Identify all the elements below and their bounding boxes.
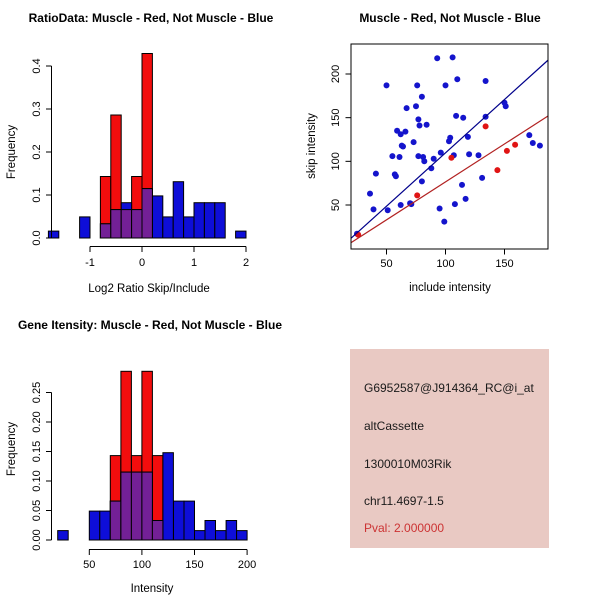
data-point-blue (419, 178, 425, 184)
ratio-histogram (6, 11, 274, 295)
x-tick-label: 150 (185, 559, 204, 571)
data-point-blue (460, 115, 466, 121)
hist-bar-blue (152, 196, 162, 238)
hist-bar-blue (184, 217, 194, 238)
y-tick-label: 0.10 (31, 470, 43, 492)
splice-type-text: altCassette (364, 419, 425, 433)
data-point-blue (437, 206, 443, 212)
chart-title: Muscle - Red, Not Muscle - Blue (359, 11, 541, 25)
data-point-blue (452, 201, 458, 207)
data-point-blue (384, 82, 390, 88)
fit-line-not-muscle (351, 60, 548, 238)
x-tick-label: 200 (237, 559, 257, 571)
hist-bar-blue (80, 217, 90, 238)
hist-bar-blue (89, 511, 100, 540)
data-point-blue (537, 143, 543, 149)
x-tick-label: -1 (85, 257, 95, 269)
data-point-blue (450, 54, 456, 60)
data-point-blue (413, 103, 419, 109)
chart-title: RatioData: Muscle - Red, Not Muscle - Blue (28, 11, 274, 25)
data-point-blue (463, 196, 469, 202)
data-point-blue (479, 175, 485, 181)
data-point-blue (371, 206, 377, 212)
hist-bar-overlap (111, 210, 121, 238)
y-tick-label: 150 (330, 108, 342, 127)
x-tick-label: 100 (436, 258, 455, 270)
plot-frame (351, 44, 548, 249)
data-point-blue (398, 131, 404, 137)
data-point-blue (411, 139, 417, 145)
y-tick-label: 0.15 (31, 440, 43, 463)
hist-bar-overlap (142, 472, 153, 540)
data-point-blue (404, 105, 410, 111)
y-tick-label: 100 (330, 152, 342, 171)
intensity-scatter (306, 11, 548, 294)
y-tick-label: 0.3 (31, 101, 43, 117)
probe-id-text: G6952587@J914364_RC@i_at (364, 381, 534, 395)
data-point-red (504, 148, 510, 154)
locus-text: chr11.4697-1.5 (364, 494, 444, 508)
y-tick-label: 0.25 (31, 381, 43, 404)
data-point-blue (454, 76, 460, 82)
data-point-red (483, 123, 489, 129)
hist-bar-blue (163, 217, 173, 238)
data-point-blue (367, 191, 373, 197)
gene-intensity-histogram (6, 318, 282, 595)
hist-bar-blue (194, 203, 204, 238)
hist-bar-blue (184, 501, 195, 540)
data-point-blue (466, 151, 472, 157)
data-point-blue (421, 158, 427, 164)
data-point-blue (434, 55, 440, 61)
x-tick-label: 50 (380, 258, 393, 270)
hist-bar-blue (100, 511, 111, 540)
x-tick-label: 0 (138, 257, 146, 269)
x-tick-label: 150 (495, 258, 514, 270)
hist-bar-blue (58, 531, 68, 540)
y-axis-title: Frequency (6, 124, 18, 180)
hist-bar-overlap (142, 189, 152, 238)
hist-bar-overlap (121, 210, 131, 238)
hist-bar-blue (204, 203, 214, 238)
data-point-blue (530, 140, 536, 146)
hist-bar-blue (237, 531, 248, 540)
data-point-blue (424, 122, 430, 128)
pval-text: Pval: 2.000000 (364, 521, 445, 535)
data-point-red (512, 142, 518, 148)
hist-bar-overlap (152, 521, 163, 541)
data-point-blue (417, 123, 423, 129)
hist-bar-overlap (132, 210, 142, 238)
x-axis-title: include intensity (409, 282, 491, 294)
y-axis-title: Frequency (6, 421, 18, 477)
data-point-red (494, 167, 500, 173)
x-tick-label: 100 (132, 559, 152, 571)
data-point-blue (441, 219, 447, 225)
chart-title: Gene Itensity: Muscle - Red, Not Muscle - Blue (17, 318, 283, 332)
x-tick-label: 50 (83, 559, 96, 571)
data-point-blue (415, 116, 421, 122)
y-tick-label: 0.1 (31, 187, 43, 203)
hist-bar-blue (216, 531, 227, 540)
data-point-blue (526, 132, 532, 138)
hist-bar-blue (195, 531, 206, 540)
data-point-blue (483, 78, 489, 84)
y-tick-label: 50 (330, 198, 342, 212)
x-axis-title: Intensity (130, 583, 174, 595)
data-point-blue (447, 135, 453, 141)
data-point-blue (393, 173, 399, 179)
x-tick-label: 1 (190, 257, 198, 269)
hist-bar-overlap (121, 472, 131, 540)
hist-bar-overlap (131, 472, 142, 540)
data-point-blue (453, 113, 459, 119)
hist-bar-blue (226, 521, 237, 541)
y-tick-label: 0.4 (31, 58, 43, 74)
hist-bar-blue (173, 182, 183, 238)
y-tick-label: 0.20 (31, 411, 43, 433)
gene-info-box (350, 349, 549, 548)
data-point-blue (373, 171, 379, 177)
hist-bar-blue (174, 501, 185, 540)
hist-bar-blue (48, 231, 58, 238)
hist-bar-blue (205, 521, 216, 541)
x-axis-title: Log2 Ratio Skip/Include (88, 283, 210, 295)
data-point-blue (476, 152, 482, 158)
hist-bar-overlap (100, 224, 110, 238)
x-tick-label: 2 (242, 257, 250, 269)
data-point-blue (389, 153, 395, 159)
data-point-blue (398, 202, 404, 208)
y-tick-label: 0.00 (31, 529, 43, 551)
data-point-blue (419, 94, 425, 100)
data-point-blue (443, 82, 449, 88)
data-point-red (414, 192, 420, 198)
y-tick-label: 0.0 (31, 230, 43, 246)
y-axis-title: skip intensity (306, 113, 318, 179)
data-point-blue (397, 154, 403, 160)
gene-symbol-text: 1300010M03Rik (364, 457, 452, 471)
data-point-blue (400, 144, 406, 150)
y-tick-label: 0.05 (31, 499, 43, 522)
data-point-blue (385, 207, 391, 213)
data-point-blue (431, 156, 437, 162)
hist-bar-blue (215, 203, 225, 238)
data-point-blue (459, 182, 465, 188)
y-tick-label: 200 (330, 64, 342, 84)
y-tick-label: 0.2 (31, 144, 43, 160)
data-point-blue (503, 103, 509, 109)
hist-bar-blue (163, 453, 174, 540)
data-point-blue (414, 82, 420, 88)
hist-bar-overlap (110, 501, 121, 540)
hist-bar-blue (236, 231, 246, 238)
data-point-red (448, 155, 454, 161)
